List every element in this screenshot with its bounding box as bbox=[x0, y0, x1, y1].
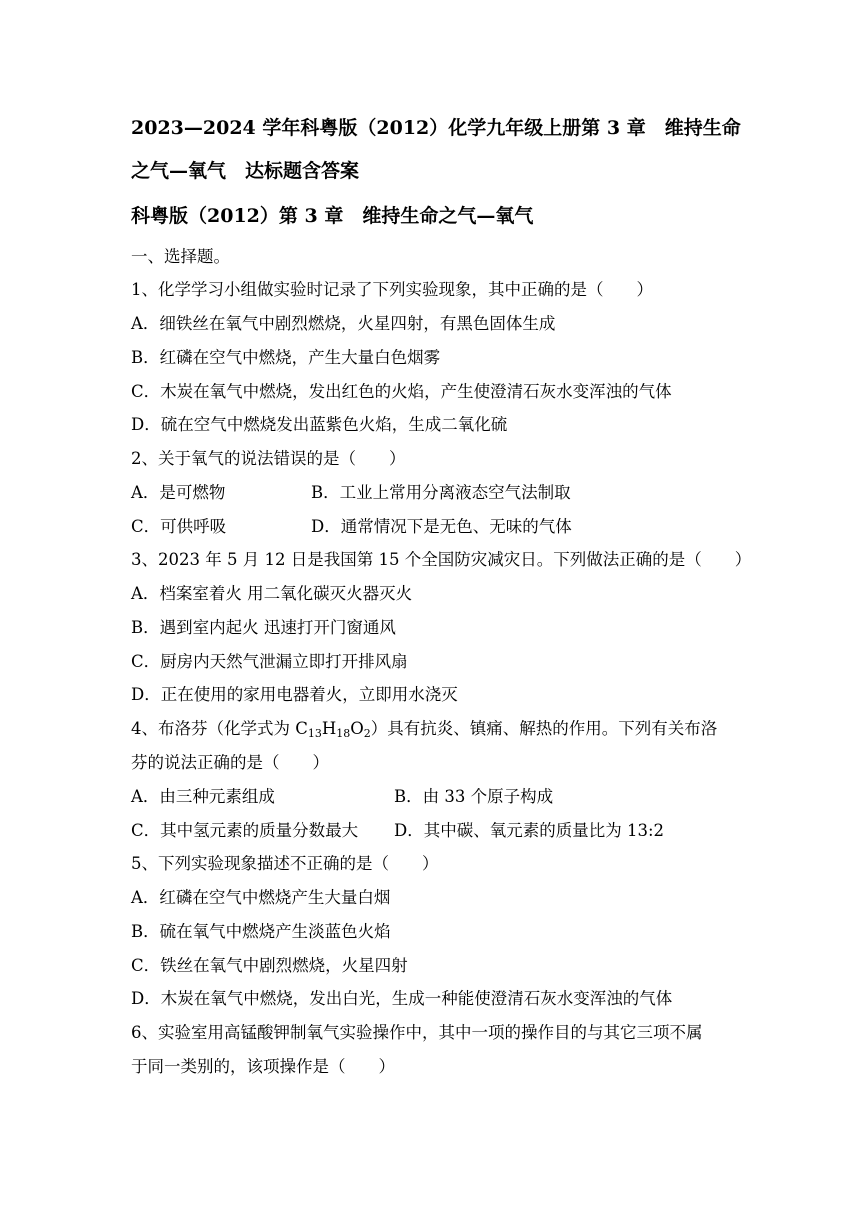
doc-title-line1: 2023—2024 学年科粤版（2012）化学九年级上册第 3 章 维持生命 bbox=[131, 117, 741, 139]
q4-option-a: A．由三种元素组成 bbox=[131, 787, 275, 806]
q3-stem: 3、2023 年 5 月 12 日是我国第 15 个全国防灾减灾日。下列做法正确的是（ ） bbox=[131, 550, 752, 569]
q1-option-b: B．红磷在空气中燃烧，产生大量白色烟雾 bbox=[131, 348, 441, 367]
q4-option-c: C．其中氢元素的质量分数最大 bbox=[131, 821, 359, 840]
q6-stem-line2: 于同一类别的，该项操作是（ ） bbox=[131, 1057, 395, 1076]
q4-option-b: B．由 33 个原子构成 bbox=[394, 787, 554, 806]
doc-subtitle: 科粤版（2012）第 3 章 维持生命之气—氧气 bbox=[131, 205, 534, 227]
q3-option-b: B．遇到室内起火 迅速打开门窗通风 bbox=[131, 618, 396, 637]
q2-stem: 2、关于氧气的说法错误的是（ ） bbox=[131, 449, 406, 468]
q4-h: H bbox=[321, 719, 337, 738]
q1-option-d: D．硫在空气中燃烧发出蓝紫色火焰，生成二氧化硫 bbox=[131, 415, 508, 434]
q4-h-count: 18 bbox=[336, 727, 351, 740]
q6-stem-line1: 6、实验室用高锰酸钾制氧气实验操作中，其中一项的操作目的与其它三项不属 bbox=[131, 1023, 703, 1042]
q3-option-c: C．厨房内天然气泄漏立即打开排风扇 bbox=[131, 652, 408, 671]
q4-c-count: 13 bbox=[307, 727, 322, 740]
q2-option-b: B．工业上常用分离液态空气法制取 bbox=[311, 483, 571, 502]
q4-stem-pre: 4、布洛芬（化学式为 C bbox=[131, 719, 308, 738]
q2-option-a: A．是可燃物 bbox=[131, 483, 226, 502]
q1-option-a: A．细铁丝在氧气中剧烈燃烧，火星四射，有黑色固体生成 bbox=[131, 314, 556, 333]
q2-option-c: C．可供呼吸 bbox=[131, 517, 227, 536]
q5-option-b: B．硫在氧气中燃烧产生淡蓝色火焰 bbox=[131, 922, 391, 941]
q4-o: O bbox=[350, 719, 364, 738]
q2-option-d: D．通常情况下是无色、无味的气体 bbox=[311, 517, 572, 536]
q4-stem bbox=[131, 718, 717, 745]
q4-stem-line2: 芬的说法正确的是（ ） bbox=[131, 753, 329, 772]
q1-stem: 1、化学学习小组做实验时记录了下列实验现象，其中正确的是（ ） bbox=[131, 280, 653, 299]
q3-option-d: D．正在使用的家用电器着火，立即用水浇灭 bbox=[131, 685, 458, 704]
section-heading: 一、选择题。 bbox=[131, 247, 230, 266]
q5-option-a: A．红磷在空气中燃烧产生大量白烟 bbox=[131, 888, 391, 907]
q1-option-c: C．木炭在氧气中燃烧，发出红色的火焰，产生使澄清石灰水变浑浊的气体 bbox=[131, 382, 672, 401]
q5-option-c: C．铁丝在氧气中剧烈燃烧，火星四射 bbox=[131, 956, 408, 975]
q4-o-count: 2 bbox=[363, 727, 371, 740]
q3-option-a: A．档案室着火 用二氧化碳灭火器灭火 bbox=[131, 584, 413, 603]
q4-stem-post: ）具有抗炎、镇痛、解热的作用。下列有关布洛 bbox=[370, 719, 718, 738]
doc-title-line2: 之气—氧气 达标题含答案 bbox=[131, 160, 360, 182]
q4-option-d: D．其中碳、氧元素的质量比为 13:2 bbox=[394, 821, 665, 840]
q5-stem: 5、下列实验现象描述不正确的是（ ） bbox=[131, 854, 439, 873]
q5-option-d: D．木炭在氧气中燃烧，发出白光，生成一种能使澄清石灰水变浑浊的气体 bbox=[131, 989, 673, 1008]
